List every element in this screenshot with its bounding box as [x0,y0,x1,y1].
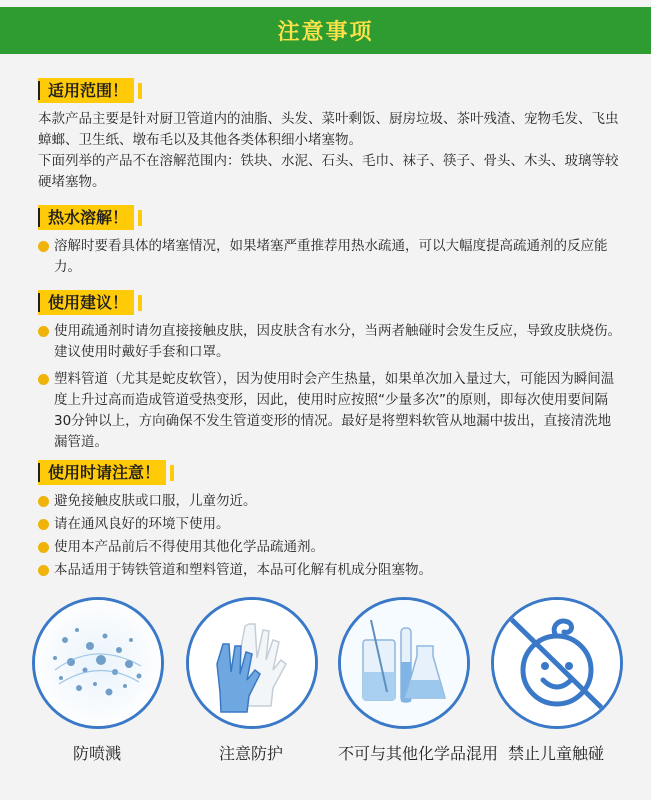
icon-label: 注意防护 [218,744,283,763]
section-scope [38,78,623,193]
splash-icon [32,597,164,729]
icon-card-splash [32,597,162,764]
section-hot-water [38,205,623,278]
no-child-icon [491,597,623,729]
bullet-item [38,369,623,453]
bullet-text: 溶解时要看具体的堵塞情况，如果堵塞严重推荐用热水疏通，可以大幅度提高疏通剂的反应能力。 [54,238,608,275]
section-caution [38,460,623,581]
bullet-text: 避免接触皮肤或口服，儿童勿近。 [54,493,257,509]
bullet-text: 请在通风良好的环境下使用。 [54,516,230,532]
bullet-item [38,514,623,535]
bullet-dot-icon [38,542,49,553]
bullet-text: 本品适用于铸铁管道和塑料管道，本品可化解有机成分阻塞物。 [54,562,432,578]
beakers-icon [338,597,470,729]
bullet-item [38,321,623,363]
bullet-dot-icon [38,496,49,507]
icon-label: 禁止儿童触碰 [507,744,604,763]
icon-card-beakers [338,597,499,764]
bullet-dot-icon [38,241,49,252]
bullet-item [38,491,623,512]
icon-label: 防喷溅 [72,744,121,763]
section-tag: 热水溶解！ [38,205,134,230]
section-tag: 使用建议！ [38,290,134,315]
section-tag: 适用范围！ [38,78,134,103]
bullet-dot-icon [38,519,49,530]
icons-row [0,597,651,777]
section-tag: 使用时请注意！ [38,460,166,485]
section-paragraph: 本款产品主要是针对厨卫管道内的油脂、头发、菜叶剩饭、厨房垃圾、茶叶残渣、宠物毛发、飞虫蟑螂、卫生纸、墩布毛以及其他各类体积细小堵塞物。 [38,111,619,148]
section-advice [38,290,623,453]
bullet-text: 使用疏通剂时请勿直接接触皮肤，因皮肤含有水分，当两者触碰时会发生反应，导致皮肤烧伤。建议使用时戴好手套和口罩。 [54,323,621,360]
gloves-icon [186,597,318,729]
icon-label: 不可与其他化学品混用 [338,744,499,763]
bullet-item [38,560,623,581]
icon-card-gloves [186,597,316,764]
section-paragraph: 下面列举的产品不在溶解范围内：铁块、水泥、石头、毛巾、袜子、筷子、骨头、木头、玻璃等较硬堵塞物。 [38,153,619,190]
bullet-dot-icon [38,326,49,337]
bullet-dot-icon [38,565,49,576]
bullet-text: 使用本产品前后不得使用其他化学品疏通剂。 [54,539,324,555]
bullet-text: 塑料管道（尤其是蛇皮软管），因为使用时会产生热量，如果单次加入量过大，可能因为瞬间温度上升过高而造成管道受热变形，因此，使用时应按照“少量多次”的原则，即每次使用要间隔30分钟以上，方向确保不发生管道变形的情况。最好是将塑料软管从地漏中拔出，直接清洗地漏管道。 [54,371,615,450]
bullet-item [38,537,623,558]
header-banner [0,7,651,54]
icon-card-no-child [491,597,621,764]
bullet-item [38,236,623,278]
bullet-dot-icon [38,374,49,385]
page-title: 注意事项 [277,20,374,45]
